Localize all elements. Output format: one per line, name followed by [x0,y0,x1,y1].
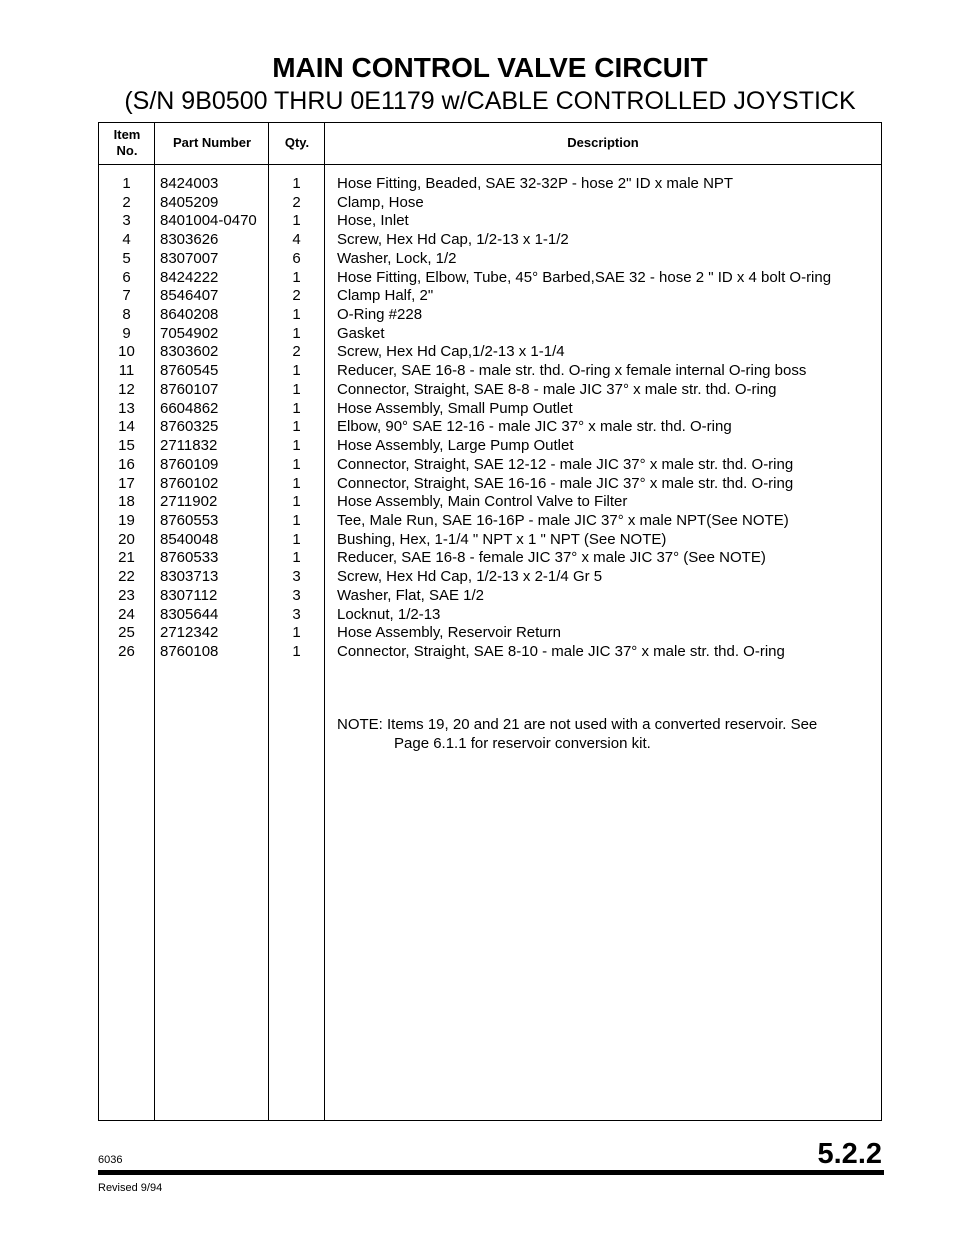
description-cell: Reducer, SAE 16-8 - male str. thd. O-ring x female internal O-ring boss [337,362,807,380]
item-number-cell: 21 [118,549,135,567]
part-number-cell: 8540048 [160,530,219,548]
description-cell: Elbow, 90° SAE 12-16 - male JIC 37° x male str. thd. O-ring [337,418,732,436]
part-number-cell: 8760545 [160,362,219,380]
description-cell: Connector, Straight, SAE 16-16 - male JIC 37° x male str. thd. O-ring [337,474,794,492]
item-number-cell: 5 [122,249,131,267]
item-number-cell: 20 [118,530,135,548]
quantity-cell: 1 [292,418,301,436]
part-number-cell: 2711902 [160,493,218,511]
item-number-cell: 2 [122,193,131,211]
description-cell: Screw, Hex Hd Cap, 1/2-13 x 1-1/2 [337,231,569,249]
quantity-cell: 1 [292,474,301,492]
part-number-cell: 8424222 [160,268,219,286]
description-cell: Clamp Half, 2" [337,287,434,305]
item-number-cell: 3 [122,212,131,230]
item-number-cell: 18 [118,493,135,511]
quantity-cell: 1 [292,212,301,230]
part-number-cell: 8401004-0470 [160,212,257,230]
part-number-cell: 8760325 [160,418,219,436]
header-qty: Qty. [284,135,310,150]
part-number-cell: 2711832 [160,437,218,455]
quantity-cell: 1 [292,175,301,192]
item-number-cell: 17 [118,474,135,492]
item-number-cell: 7 [122,287,131,305]
part-number-cell: 8760553 [160,511,219,529]
quantity-cell: 1 [292,549,301,567]
note-line-1: NOTE: Items 19, 20 and 21 are not used with a converted reservoir. See [337,716,818,733]
description-cell: Reducer, SAE 16-8 - female JIC 37° x male JIC 37° (See NOTE) [337,549,766,567]
part-number-cell: 8760107 [160,380,219,398]
description-cell: O-Ring #228 [337,306,423,324]
document-number: 6036 [98,1154,123,1166]
item-number-cell: 24 [118,605,135,623]
description-column [337,175,877,662]
quantity-cell: 4 [292,231,301,249]
quantity-cell: 1 [292,399,301,417]
part-number-cell: 8303626 [160,231,219,249]
part-number-cell: 8303602 [160,343,219,361]
header-part-number: Part Number [172,135,252,150]
quantity-cell: 1 [292,455,301,473]
part-number-cell: 8405209 [160,193,219,211]
item-number-cell: 10 [118,343,135,361]
description-cell: Gasket [337,324,385,342]
quantity-cell: 1 [292,624,301,642]
description-cell: Hose Assembly, Small Pump Outlet [337,399,573,417]
description-cell: Connector, Straight, SAE 8-8 - male JIC 37° x male str. thd. O-ring [337,380,777,398]
revision-date: Revised 9/94 [98,1182,163,1194]
quantity-cell: 1 [292,530,301,548]
quantity-cell: 1 [292,380,301,398]
part-number-cell: 7054902 [160,324,219,342]
page-title: MAIN CONTROL VALVE CIRCUIT [272,52,708,83]
item-number-cell: 13 [118,399,135,417]
item-number-cell: 6 [122,268,131,286]
description-cell: Tee, Male Run, SAE 16-16P - male JIC 37° x male NPT(See NOTE) [337,511,789,529]
quantity-cell: 1 [292,493,301,511]
quantity-cell: 1 [292,642,301,660]
description-cell: Screw, Hex Hd Cap,1/2-13 x 1-1/4 [337,343,565,361]
description-cell: Locknut, 1/2-13 [337,605,441,623]
page-subtitle: (S/N 9B0500 THRU 0E1179 w/CABLE CONTROLLED JOYSTICK [124,87,856,115]
description-cell: Screw, Hex Hd Cap, 1/2-13 x 2-1/4 Gr 5 [337,568,603,586]
quantity-cell: 1 [292,362,301,380]
description-cell: Hose Assembly, Large Pump Outlet [337,437,574,455]
quantity-cell: 1 [292,268,301,286]
parts-table [98,122,882,1121]
description-cell: Hose Fitting, Beaded, SAE 32-32P - hose 2" ID x male NPT [337,175,734,192]
part-number-cell: 8760533 [160,549,219,567]
part-number-cell: 8424003 [160,175,219,192]
quantity-cell: 1 [292,437,301,455]
note [337,715,817,753]
quantity-cell: 2 [292,343,301,361]
quantity-cell: 6 [292,249,301,267]
item-number-cell: 22 [118,568,135,586]
header-description: Description [567,135,639,150]
quantity-cell: 3 [292,568,301,586]
item-number-cell: 15 [118,437,135,455]
quantity-cell: 2 [292,193,301,211]
description-cell: Washer, Lock, 1/2 [337,249,457,267]
quantity-cell: 1 [292,324,301,342]
item-number-cell: 8 [122,306,131,324]
part-number-cell: 8760108 [160,642,219,660]
page-number: 5.2.2 [817,1138,882,1170]
column-divider [324,123,325,1120]
part-number-cell: 8760109 [160,455,219,473]
description-cell: Hose Fitting, Elbow, Tube, 45° Barbed,SAE 32 - hose 2 " ID x 4 bolt O-ring [337,268,832,286]
part-number-cell: 8760102 [160,474,219,492]
item-number-cell: 4 [122,231,131,249]
part-number-cell: 8305644 [160,605,219,623]
quantity-cell: 2 [292,287,301,305]
quantity-column [269,175,324,662]
part-number-column [160,175,272,662]
quantity-cell: 3 [292,605,301,623]
part-number-cell: 8546407 [160,287,219,305]
item-number-cell: 12 [118,380,135,398]
quantity-cell: 1 [292,511,301,529]
description-cell: Bushing, Hex, 1-1/4 " NPT x 1 " NPT (See NOTE) [337,530,667,548]
part-number-cell: 2712342 [160,624,219,642]
item-number-cell: 1 [122,175,131,192]
description-cell: Connector, Straight, SAE 8-10 - male JIC 37° x male str. thd. O-ring [337,642,785,660]
description-cell: Hose Assembly, Main Control Valve to Filter [337,493,628,511]
description-cell: Clamp, Hose [337,193,424,211]
item-number-column [99,175,154,662]
description-cell: Hose Assembly, Reservoir Return [337,624,561,642]
description-cell: Connector, Straight, SAE 12-12 - male JIC 37° x male str. thd. O-ring [337,455,794,473]
item-number-cell: 25 [118,624,135,642]
part-number-cell: 6604862 [160,399,219,417]
item-number-cell: 26 [118,642,135,660]
part-number-cell: 8303713 [160,568,219,586]
description-cell: Hose, Inlet [337,212,409,230]
item-number-cell: 9 [122,324,131,342]
column-divider [154,123,155,1120]
item-number-cell: 14 [118,418,135,436]
part-number-cell: 8307112 [160,586,218,604]
footer-rule [98,1170,884,1175]
item-number-cell: 23 [118,586,135,604]
header-item-no [99,123,155,163]
quantity-cell: 3 [292,586,301,604]
note-line-2: Page 6.1.1 for reservoir conversion kit. [394,735,651,752]
header-item-no-label: Item No. [113,127,141,158]
part-number-cell: 8307007 [160,249,219,267]
item-number-cell: 19 [118,511,135,529]
item-number-cell: 11 [118,362,135,380]
quantity-cell: 1 [292,306,301,324]
part-number-cell: 8640208 [160,306,219,324]
description-cell: Washer, Flat, SAE 1/2 [337,586,485,604]
item-number-cell: 16 [118,455,135,473]
table-header [99,123,881,165]
